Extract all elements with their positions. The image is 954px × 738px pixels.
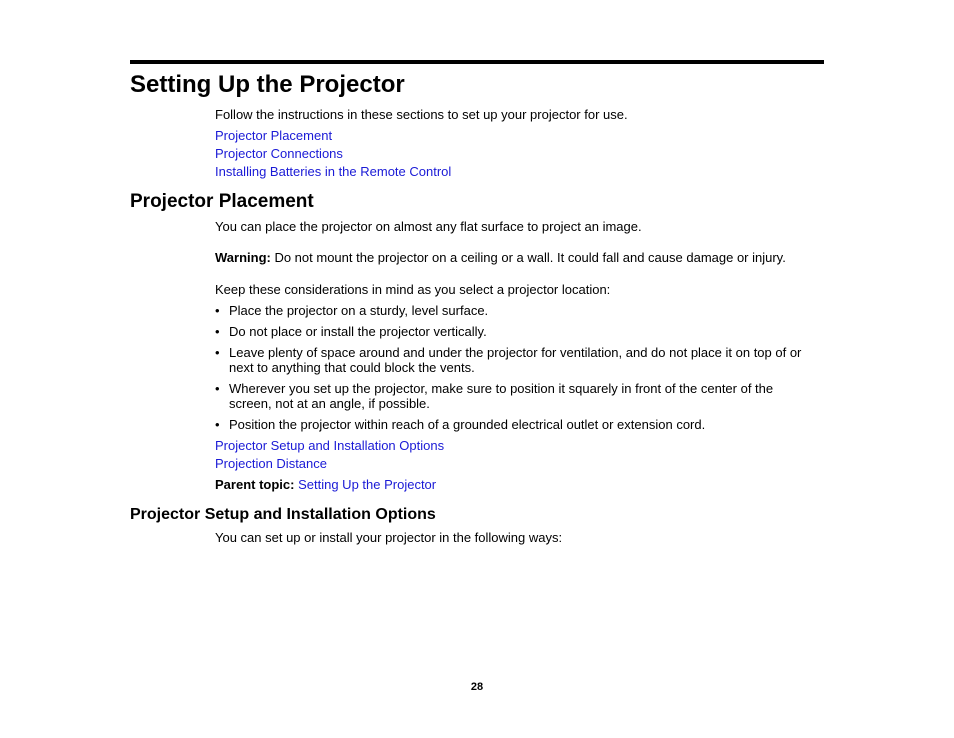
list-item: Wherever you set up the projector, make sure to position it squarely in front of the center of the screen, not at an angle, if possible. [229, 381, 774, 411]
warning-label: Warning: [215, 250, 271, 265]
bullet-marker: • [215, 417, 220, 432]
list-item: Place the projector on a sturdy, level surface. [229, 303, 489, 318]
bullet-marker: • [215, 381, 220, 396]
considerations-text: Keep these considerations in mind as you select a projector location: [215, 282, 611, 297]
warning-note [215, 250, 786, 265]
list-item: Position the projector within reach of a grounded electrical outlet or extension cord. [229, 417, 706, 432]
bullet-marker: • [215, 324, 220, 339]
list-item: Leave plenty of space around and under the projector for ventilation, and do not place it on top of or next to anything that could block the vents. [229, 345, 802, 375]
page-number: 28 [470, 681, 484, 693]
link-parent-topic[interactable]: Setting Up the Projector [298, 477, 437, 492]
link-projector-placement[interactable]: Projector Placement [215, 128, 333, 143]
link-projector-connections[interactable]: Projector Connections [215, 146, 343, 161]
parent-topic [215, 477, 436, 492]
link-installing-batteries[interactable]: Installing Batteries in the Remote Control [215, 164, 452, 179]
title-rule [130, 60, 824, 64]
parent-topic-label: Parent topic: [215, 477, 295, 492]
warning-text: Do not mount the projector on a ceiling or a wall. It could fall and cause damage or injury. [270, 250, 786, 265]
placement-intro: You can place the projector on almost any flat surface to project an image. [215, 219, 642, 234]
bullet-marker: • [215, 303, 220, 318]
link-setup-installation-options[interactable]: Projector Setup and Installation Options [215, 438, 445, 453]
link-projection-distance[interactable]: Projection Distance [215, 456, 327, 471]
intro-text: Follow the instructions in these sections to set up your projector for use. [215, 107, 628, 122]
heading-setup-installation-options: Projector Setup and Installation Options [130, 506, 436, 523]
setup-intro: You can set up or install your projector in the following ways: [215, 530, 563, 545]
bullet-marker: • [215, 345, 220, 360]
heading-projector-placement: Projector Placement [130, 191, 314, 212]
page-title: Setting Up the Projector [130, 71, 405, 98]
list-item: Do not place or install the projector vertically. [229, 324, 487, 339]
